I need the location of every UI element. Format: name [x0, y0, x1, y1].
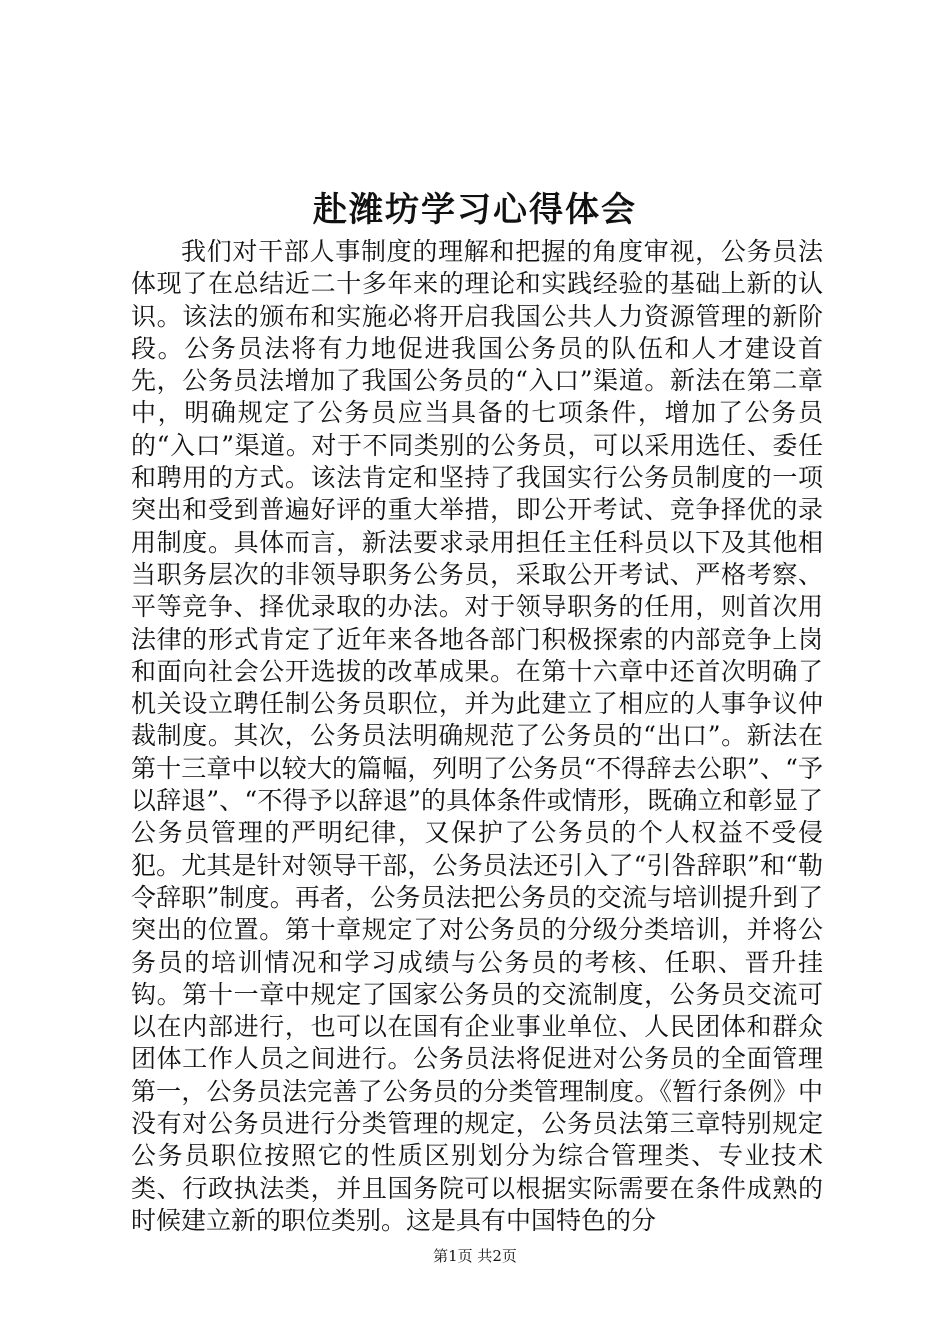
body-paragraph: 我们对干部人事制度的理解和把握的角度审视，公务员法体现了在总结近二十多年来的理论和实践经验的基础上新的认识。该法的颁布和实施必将开启我国公共人力资源管理的新阶段。公务员法将有力地促进我国公务员的队伍和人才建设首先，公务员法增加了我国公务员的“入口”渠道。新法在第二章中，明确规定了公务员应当具备的七项条件，增加了公务员的“入口”渠道。对于不同类别的公务员，可以采用选任、委任和聘用的方式。该法肯定和坚持了我国实行公务员制度的一项突出和受到普遍好评的重大举措，即公开考试、竞争择优的录用制度。具体而言，新法要求录用担任主任科员以下及其他相当职务层次的非领导职务公务员，采取公开考试、严格考察、平等竞争、择优录取的办法。对于领导职务的任用，则首次用法律的形式肯定了近年来各地各部门积极探索的内部竞争上岗和面向社会公开选拔的改革成果。在第十六章中还首次明确了机关设立聘任制公务员职位，并为此建立了相应的人事争议仲裁制度。其次，公务员法明确规范了公务员的“出口”。新法在第十三章中以较大的篇幅，列明了公务员“不得辞去公职”、“予以辞退”、“不得予以辞退”的具体条件或情形，既确立和彰显了公务员管理的严明纪律，又保护了公务员的个人权益不受侵犯。尤其是针对领导干部，公务员法还引入了“引咎辞职”和“勒令辞职”制度。再者，公务员法把公务员的交流与培训提升到了突出的位置。第十章规定了对公务员的分级分类培训，并将公务员的培训情况和学习成绩与公务员的考核、任职、晋升挂钩。第十一章中规定了国家公务员的交流制度，公务员交流可以在内部进行，也可以在国有企业事业单位、人民团体和群众团体工作人员之间进行。公务员法将促进对公务员的全面管理第一，公务员法完善了公务员的分类管理制度。《暂行条例》中没有对公务员进行分类管理的规定，公务员法第三章特别规定公务员职位按照它的性质区别划分为综合管理类、专业技术类、行政执法类，并且国务院可以根据实际需要在条件成熟的时候建立新的职位类别。这是具有中国特色的分 — [131, 237, 823, 1235]
page-title: 赴潍坊学习心得体会 — [313, 190, 637, 230]
page-number-footer: 第1页 共2页 — [433, 1247, 517, 1265]
